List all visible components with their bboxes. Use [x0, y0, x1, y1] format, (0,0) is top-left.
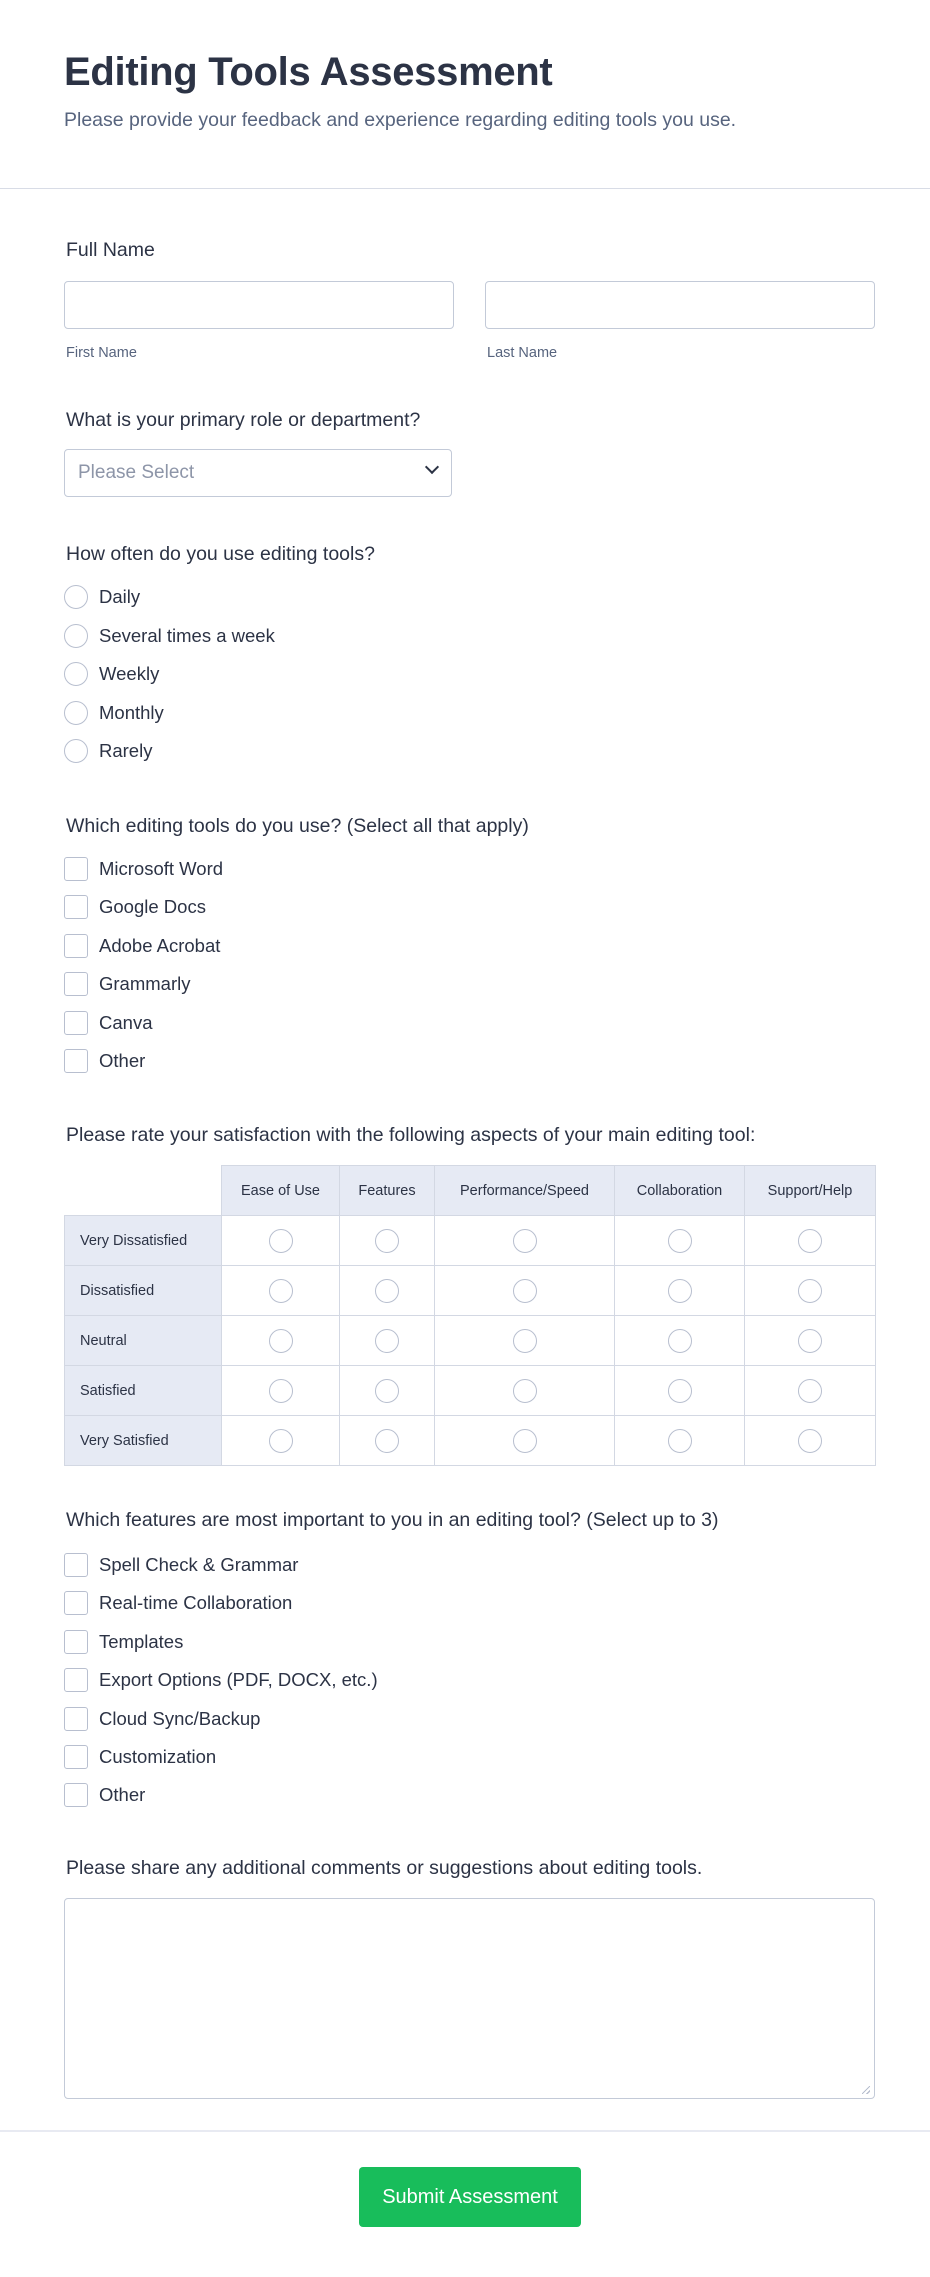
last-name-input[interactable] — [485, 281, 875, 329]
checkbox[interactable] — [64, 1553, 88, 1577]
matrix-radio-button[interactable] — [269, 1229, 293, 1253]
matrix-radio-button[interactable] — [375, 1379, 399, 1403]
matrix-cell — [745, 1416, 876, 1466]
matrix-row — [65, 1266, 876, 1316]
checkbox[interactable] — [64, 1745, 88, 1769]
submit-button[interactable]: Submit Assessment — [359, 2167, 581, 2227]
tools-option-label: Canva — [99, 1011, 153, 1033]
tools-option[interactable] — [64, 931, 220, 961]
header-divider — [0, 188, 930, 189]
matrix-column-header: Performance/Speed — [435, 1166, 615, 1216]
matrix-radio-button[interactable] — [375, 1429, 399, 1453]
matrix-row — [65, 1216, 876, 1266]
last-name-sublabel: Last Name — [487, 345, 558, 361]
matrix-cell — [615, 1266, 745, 1316]
matrix-row-label: Very Satisfied — [65, 1416, 222, 1466]
tools-option-label: Grammarly — [99, 973, 191, 995]
matrix-cell — [615, 1366, 745, 1416]
matrix-row-label: Very Dissatisfied — [65, 1216, 222, 1266]
frequency-option-label: Weekly — [99, 663, 160, 684]
matrix-cell — [340, 1316, 435, 1366]
matrix-row-label: Neutral — [65, 1316, 222, 1366]
page-title: Editing Tools Assessment — [64, 50, 553, 94]
tools-option[interactable] — [64, 892, 206, 922]
matrix-corner — [65, 1166, 222, 1216]
matrix-cell — [222, 1216, 340, 1266]
features-option[interactable] — [64, 1550, 298, 1580]
checkbox[interactable] — [64, 857, 88, 881]
role-label: What is your primary role or department? — [66, 409, 421, 431]
features-option[interactable] — [64, 1588, 292, 1618]
features-label: Which features are most important to you in an editing tool? (Select up to 3) — [66, 1509, 719, 1531]
matrix-radio-button[interactable] — [513, 1229, 537, 1253]
frequency-label: How often do you use editing tools? — [66, 543, 375, 565]
matrix-radio-button[interactable] — [668, 1429, 692, 1453]
matrix-radio-button[interactable] — [269, 1329, 293, 1353]
checkbox[interactable] — [64, 1049, 88, 1073]
matrix-radio-button[interactable] — [668, 1379, 692, 1403]
features-option-label: Customization — [99, 1746, 217, 1767]
matrix-radio-button[interactable] — [668, 1329, 692, 1353]
rating-label: Please rate your satisfaction with the following aspects of your main editing tool: — [66, 1124, 756, 1146]
matrix-radio-button[interactable] — [375, 1279, 399, 1303]
tools-option-label: Microsoft Word — [99, 858, 224, 879]
radio-button[interactable] — [64, 739, 88, 763]
footer-divider — [0, 2130, 930, 2132]
features-option-label: Templates — [99, 1630, 184, 1652]
matrix-radio-button[interactable] — [269, 1429, 293, 1453]
features-option-label: Cloud Sync/Backup — [99, 1707, 261, 1729]
matrix-radio-button[interactable] — [375, 1229, 399, 1253]
tools-option[interactable] — [64, 1008, 152, 1038]
matrix-cell — [615, 1416, 745, 1466]
matrix-radio-button[interactable] — [798, 1229, 822, 1253]
matrix-radio-button[interactable] — [513, 1279, 537, 1303]
checkbox[interactable] — [64, 1668, 88, 1692]
first-name-sublabel: First Name — [66, 345, 137, 361]
matrix-cell — [745, 1316, 876, 1366]
features-option[interactable] — [64, 1780, 145, 1810]
tools-option-label: Adobe Acrobat — [99, 934, 221, 956]
matrix-cell — [222, 1416, 340, 1466]
matrix-radio-button[interactable] — [513, 1329, 537, 1353]
tools-option-label: Google Docs — [99, 896, 206, 918]
frequency-option[interactable] — [64, 659, 159, 689]
matrix-row — [65, 1366, 876, 1416]
checkbox[interactable] — [64, 972, 88, 996]
tools-option[interactable] — [64, 854, 223, 884]
features-option-label: Spell Check & Grammar — [99, 1554, 299, 1575]
matrix-radio-button[interactable] — [269, 1379, 293, 1403]
features-option-label: Export Options (PDF, DOCX, etc.) — [99, 1669, 378, 1691]
frequency-option-label: Monthly — [99, 701, 164, 723]
features-option[interactable] — [64, 1665, 378, 1695]
matrix-radio-button[interactable] — [513, 1429, 537, 1453]
frequency-option-label: Rarely — [99, 740, 153, 761]
first-name-input[interactable] — [64, 281, 454, 329]
full-name-label: Full Name — [66, 239, 155, 261]
matrix-radio-button[interactable] — [668, 1279, 692, 1303]
matrix-cell — [435, 1316, 615, 1366]
matrix-row — [65, 1316, 876, 1366]
matrix-cell — [222, 1266, 340, 1316]
tools-option[interactable] — [64, 969, 190, 999]
matrix-cell — [340, 1266, 435, 1316]
role-select-placeholder: Please Select — [78, 462, 195, 483]
checkbox[interactable] — [64, 934, 88, 958]
matrix-cell — [222, 1366, 340, 1416]
resize-grip-icon[interactable] — [862, 2086, 870, 2094]
features-option-label: Other — [99, 1784, 146, 1806]
radio-button[interactable] — [64, 701, 88, 725]
matrix-row-label: Satisfied — [65, 1366, 222, 1416]
matrix-column-header: Collaboration — [615, 1166, 745, 1216]
checkbox[interactable] — [64, 1011, 88, 1035]
features-option[interactable] — [64, 1742, 216, 1772]
satisfaction-matrix — [64, 1165, 876, 1466]
chevron-down-icon — [425, 460, 439, 474]
comments-textarea[interactable] — [64, 1898, 875, 2099]
frequency-option-label: Several times a week — [99, 624, 275, 646]
frequency-option[interactable] — [64, 582, 140, 612]
checkbox[interactable] — [64, 895, 88, 919]
frequency-option[interactable] — [64, 736, 152, 766]
tools-label: Which editing tools do you use? (Select all that apply) — [66, 815, 529, 837]
tools-option-label: Other — [99, 1050, 146, 1071]
matrix-cell — [435, 1266, 615, 1316]
matrix-radio-button[interactable] — [798, 1279, 822, 1303]
matrix-cell — [340, 1366, 435, 1416]
matrix-cell — [745, 1266, 876, 1316]
matrix-cell — [745, 1216, 876, 1266]
matrix-radio-button[interactable] — [798, 1329, 822, 1353]
page-subtitle: Please provide your feedback and experience regarding editing tools you use. — [64, 109, 737, 131]
matrix-radio-button[interactable] — [375, 1329, 399, 1353]
matrix-column-header: Support/Help — [745, 1166, 876, 1216]
checkbox[interactable] — [64, 1707, 88, 1731]
matrix-cell — [745, 1366, 876, 1416]
comments-label: Please share any additional comments or suggestions about editing tools. — [66, 1857, 703, 1879]
tools-option[interactable] — [64, 1046, 145, 1076]
features-option[interactable] — [64, 1627, 183, 1657]
radio-button[interactable] — [64, 585, 88, 609]
features-option-label: Real-time Collaboration — [99, 1592, 293, 1614]
checkbox[interactable] — [64, 1630, 88, 1654]
checkbox[interactable] — [64, 1783, 88, 1807]
matrix-cell — [435, 1216, 615, 1266]
matrix-radio-button[interactable] — [269, 1279, 293, 1303]
frequency-option[interactable] — [64, 698, 164, 728]
matrix-cell — [435, 1366, 615, 1416]
checkbox[interactable] — [64, 1591, 88, 1615]
matrix-radio-button[interactable] — [513, 1379, 537, 1403]
matrix-cell — [340, 1216, 435, 1266]
frequency-option-label: Daily — [99, 586, 141, 607]
matrix-cell — [615, 1316, 745, 1366]
matrix-cell — [615, 1216, 745, 1266]
matrix-column-header: Features — [340, 1166, 435, 1216]
matrix-radio-button[interactable] — [668, 1229, 692, 1253]
frequency-option[interactable] — [64, 621, 275, 651]
matrix-radio-button[interactable] — [798, 1429, 822, 1453]
matrix-cell — [435, 1416, 615, 1466]
matrix-row-label: Dissatisfied — [65, 1266, 222, 1316]
matrix-row — [65, 1416, 876, 1466]
radio-button[interactable] — [64, 662, 88, 686]
matrix-cell — [340, 1416, 435, 1466]
matrix-column-header: Ease of Use — [222, 1166, 340, 1216]
matrix-cell — [222, 1316, 340, 1366]
radio-button[interactable] — [64, 624, 88, 648]
role-select[interactable] — [64, 449, 452, 497]
features-option[interactable] — [64, 1704, 260, 1734]
matrix-radio-button[interactable] — [798, 1379, 822, 1403]
